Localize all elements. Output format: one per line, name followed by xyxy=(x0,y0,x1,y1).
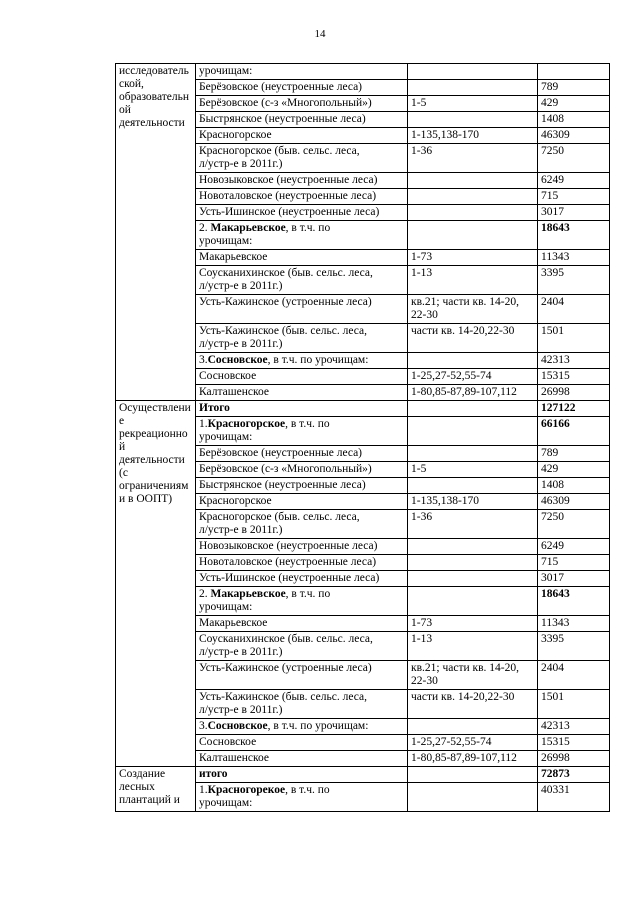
area-cell: 1501 xyxy=(538,690,610,719)
forestry-name-cell xyxy=(196,719,408,735)
area-cell: 18643 xyxy=(538,587,610,616)
area-cell: 789 xyxy=(538,446,610,462)
area-cell: 3017 xyxy=(538,571,610,587)
forestry-name: Красногорекое xyxy=(207,784,286,796)
area-cell: 18643 xyxy=(538,221,610,250)
activity-type-cell: Создание лесных плантаций и xyxy=(116,767,196,812)
forestry-name-cell: Берёзовское (неустроенные леса) xyxy=(196,446,408,462)
quarters-cell xyxy=(408,205,538,221)
forestry-name-cell xyxy=(196,417,408,446)
forestry-name-cell: Макарьевское xyxy=(196,616,408,632)
forestry-name-cell: Усть-Ишинское (неустроенные леса) xyxy=(196,571,408,587)
forestry-suffix: , в т.ч. по урочищам: xyxy=(267,354,369,366)
quarters-cell: 1-80,85-87,89-107,112 xyxy=(408,385,538,401)
forestry-name-cell: Усть-Кажинское (быв. сельс. леса, л/устр-е в 2011г.) xyxy=(196,324,408,353)
forestry-name-cell: Итого xyxy=(196,401,408,417)
forestry-name-cell: Быстрянское (неустроенные леса) xyxy=(196,478,408,494)
area-cell: 11343 xyxy=(538,250,610,266)
area-cell: 789 xyxy=(538,80,610,96)
table-row xyxy=(116,401,610,417)
forestry-name: Красногорское xyxy=(207,418,286,430)
forestry-name-cell: итого xyxy=(196,767,408,783)
quarters-cell xyxy=(408,417,538,446)
forestry-name-cell: Новозыковское (неустроенные леса) xyxy=(196,539,408,555)
quarters-cell: кв.21; части кв. 14-20, 22-30 xyxy=(408,661,538,690)
area-cell: 429 xyxy=(538,96,610,112)
quarters-cell: 1-36 xyxy=(408,510,538,539)
area-cell: 429 xyxy=(538,462,610,478)
forestry-name-cell: Красногорское (быв. сельс. леса, л/устр-е в 2011г.) xyxy=(196,144,408,173)
forestry-name-cell: Макарьевское xyxy=(196,250,408,266)
quarters-cell: 1-135,138-170 xyxy=(408,494,538,510)
area-cell: 42313 xyxy=(538,353,610,369)
quarters-cell xyxy=(408,719,538,735)
quarters-cell: 1-5 xyxy=(408,462,538,478)
forestry-suffix: , в т.ч. по урочищам: xyxy=(199,784,330,809)
quarters-cell xyxy=(408,173,538,189)
activity-type-cell: Осуществлени е рекреационно й деятельности (с ограничениям и в ООПТ) xyxy=(116,401,196,767)
quarters-cell xyxy=(408,189,538,205)
quarters-cell: 1-13 xyxy=(408,266,538,295)
quarters-cell: 1-36 xyxy=(408,144,538,173)
forestry-name: Сосновское xyxy=(207,720,268,732)
forestry-name-cell: Новоталовское (неустроенные леса) xyxy=(196,189,408,205)
area-cell: 3395 xyxy=(538,632,610,661)
forestry-name-cell xyxy=(196,221,408,250)
area-cell: 15315 xyxy=(538,735,610,751)
forestry-name-cell: Сосновское xyxy=(196,735,408,751)
page-number: 14 xyxy=(314,28,326,40)
forestry-name-cell: урочищам: xyxy=(196,64,408,80)
item-number: 1. xyxy=(199,784,208,796)
forestry-name-cell: Усть-Кажинское (быв. сельс. леса, л/устр-е в 2011г.) xyxy=(196,690,408,719)
quarters-cell: 1-80,85-87,89-107,112 xyxy=(408,751,538,767)
activity-type-cell: исследователь ской, образовательн ой деятельности xyxy=(116,64,196,401)
quarters-cell xyxy=(408,64,538,80)
forestry-name-cell: Усть-Ишинское (неустроенные леса) xyxy=(196,205,408,221)
area-cell: 11343 xyxy=(538,616,610,632)
quarters-cell: 1-25,27-52,55-74 xyxy=(408,735,538,751)
quarters-cell: 1-13 xyxy=(408,632,538,661)
forestry-name-cell xyxy=(196,587,408,616)
forestry-name-cell: Новоталовское (неустроенные леса) xyxy=(196,555,408,571)
quarters-cell xyxy=(408,783,538,812)
area-cell: 6249 xyxy=(538,173,610,189)
area-cell: 6249 xyxy=(538,539,610,555)
forestry-name-cell: Соусканихинское (быв. сельс. леса, л/устр-е в 2011г.) xyxy=(196,632,408,661)
forestry-name-cell: Калташенское xyxy=(196,385,408,401)
area-cell: 42313 xyxy=(538,719,610,735)
area-cell: 15315 xyxy=(538,369,610,385)
forestry-name-cell: Красногорское xyxy=(196,128,408,144)
quarters-cell xyxy=(408,401,538,417)
quarters-cell: части кв. 14-20,22-30 xyxy=(408,690,538,719)
area-cell: 1408 xyxy=(538,112,610,128)
area-cell: 7250 xyxy=(538,510,610,539)
area-cell: 2404 xyxy=(538,661,610,690)
quarters-cell xyxy=(408,571,538,587)
table-row xyxy=(116,64,610,80)
forestry-name: Макарьевское xyxy=(210,588,286,600)
quarters-cell: 1-73 xyxy=(408,616,538,632)
quarters-cell: 1-25,27-52,55-74 xyxy=(408,369,538,385)
quarters-cell xyxy=(408,221,538,250)
quarters-cell: 1-73 xyxy=(408,250,538,266)
quarters-cell xyxy=(408,112,538,128)
item-number: 3. xyxy=(199,354,208,366)
forestry-name-cell: Берёзовское (неустроенные леса) xyxy=(196,80,408,96)
area-cell: 66166 xyxy=(538,417,610,446)
area-cell: 72873 xyxy=(538,767,610,783)
forestry-name-cell xyxy=(196,353,408,369)
area-cell xyxy=(538,64,610,80)
quarters-cell xyxy=(408,478,538,494)
item-number: 2. xyxy=(199,588,211,600)
quarters-cell: 1-5 xyxy=(408,96,538,112)
quarters-cell xyxy=(408,80,538,96)
area-cell: 2404 xyxy=(538,295,610,324)
table-row xyxy=(116,767,610,783)
forestry-suffix: , в т.ч. по урочищам: xyxy=(199,222,331,247)
area-cell: 26998 xyxy=(538,385,610,401)
forestry-name-cell: Калташенское xyxy=(196,751,408,767)
area-cell: 1408 xyxy=(538,478,610,494)
forestry-suffix: , в т.ч. по урочищам: xyxy=(267,720,369,732)
area-cell: 46309 xyxy=(538,128,610,144)
item-number: 2. xyxy=(199,222,211,234)
forest-use-table xyxy=(115,63,610,812)
forestry-suffix: , в т.ч. по урочищам: xyxy=(199,588,331,613)
forestry-name-cell: Красногорское xyxy=(196,494,408,510)
forestry-name-cell: Сосновское xyxy=(196,369,408,385)
area-cell: 40331 xyxy=(538,783,610,812)
area-cell: 7250 xyxy=(538,144,610,173)
quarters-cell xyxy=(408,555,538,571)
quarters-cell xyxy=(408,587,538,616)
forestry-name-cell: Красногорское (быв. сельс. леса, л/устр-е в 2011г.) xyxy=(196,510,408,539)
forestry-name-cell: Новозыковское (неустроенные леса) xyxy=(196,173,408,189)
area-cell: 127122 xyxy=(538,401,610,417)
forestry-name-cell: Усть-Кажинское (устроенные леса) xyxy=(196,661,408,690)
quarters-cell: 1-135,138-170 xyxy=(408,128,538,144)
quarters-cell: части кв. 14-20,22-30 xyxy=(408,324,538,353)
area-cell: 715 xyxy=(538,189,610,205)
forestry-name: Сосновское xyxy=(207,354,268,366)
quarters-cell xyxy=(408,353,538,369)
quarters-cell xyxy=(408,446,538,462)
forestry-suffix: , в т.ч. по урочищам: xyxy=(199,418,330,443)
forestry-name-cell: Быстрянское (неустроенные леса) xyxy=(196,112,408,128)
item-number: 1. xyxy=(199,418,208,430)
quarters-cell xyxy=(408,767,538,783)
area-cell: 46309 xyxy=(538,494,610,510)
item-number: 3. xyxy=(199,720,208,732)
area-cell: 26998 xyxy=(538,751,610,767)
forestry-name-cell: Соусканихинское (быв. сельс. леса, л/устр-е в 2011г.) xyxy=(196,266,408,295)
area-cell: 1501 xyxy=(538,324,610,353)
area-cell: 3395 xyxy=(538,266,610,295)
forestry-name-cell: Усть-Кажинское (устроенные леса) xyxy=(196,295,408,324)
quarters-cell: кв.21; части кв. 14-20, 22-30 xyxy=(408,295,538,324)
quarters-cell xyxy=(408,539,538,555)
forestry-name-cell xyxy=(196,783,408,812)
area-cell: 715 xyxy=(538,555,610,571)
forestry-name-cell: Берёзовское (с-з «Многопольный») xyxy=(196,96,408,112)
forestry-name-cell: Берёзовское (с-з «Многопольный») xyxy=(196,462,408,478)
forestry-name: Макарьевское xyxy=(210,222,286,234)
area-cell: 3017 xyxy=(538,205,610,221)
